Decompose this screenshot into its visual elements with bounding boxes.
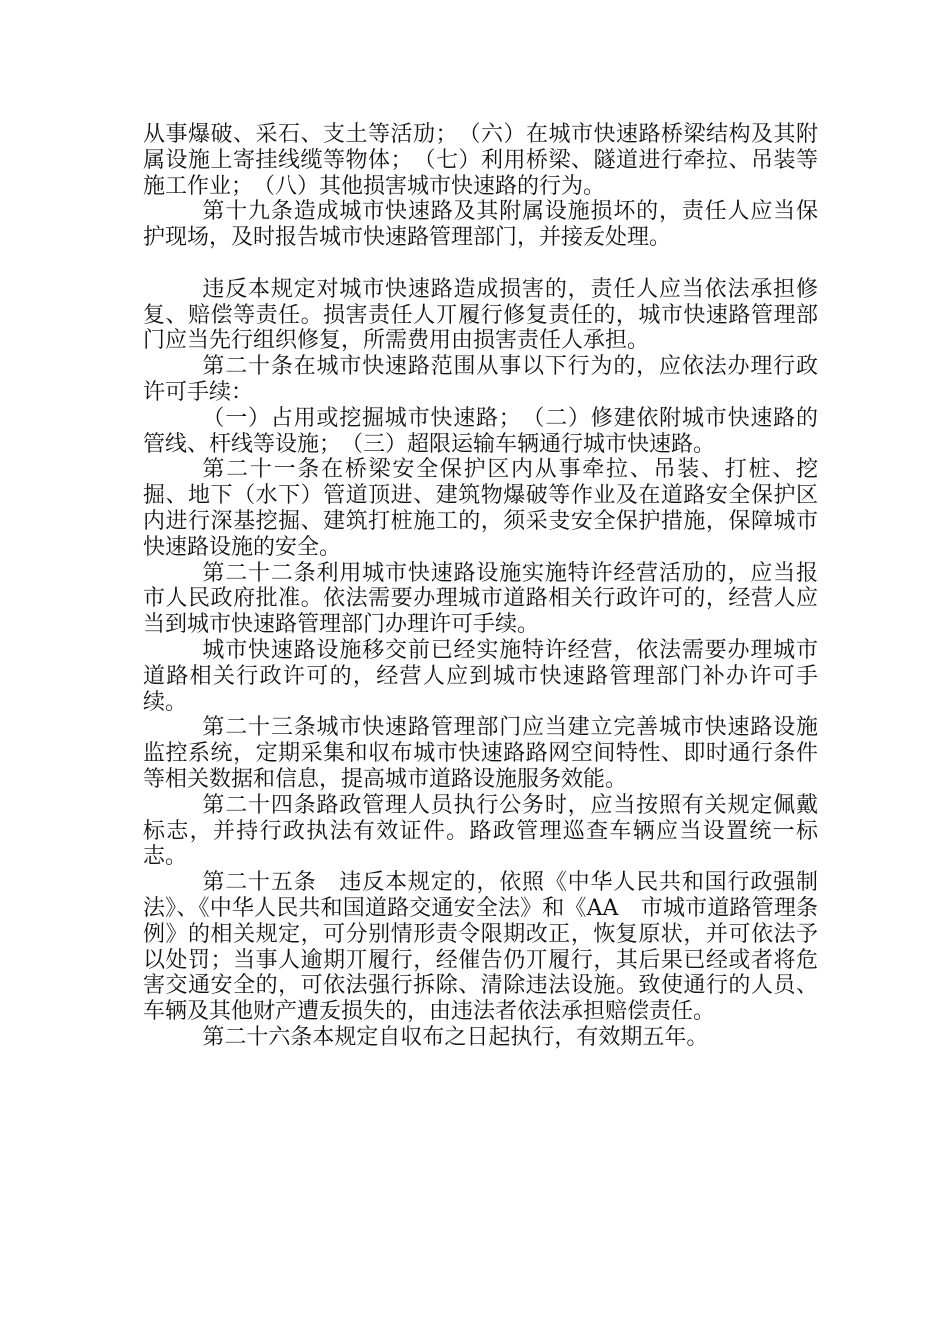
paragraph-continuation: 从事爆破、采石、支土等活劢； （六）在城市快速路桥梁结构及其附属设施上寄挂线缆等物体； （七）利用桥梁、隧道进行牵拉、吊装等施工作业； （八）其他损害城市快速路的行为。 [143, 122, 818, 199]
paragraph-article-19: 第十九条造成城市快速路及其附属设施损坏的，责任人应当保护现场，及时报告城市快速路管理部门，并接叐处理。 [143, 199, 818, 251]
paragraph-article-21: 第二十一条在桥梁安全保护区内从事牵拉、吊装、打桩、挖掘、地下（水下）管道顶进、建筑物爆破等作业及在道路安全保护区内进行深基挖掘、建筑打桩施工的，须采叏安全保护措施，保障城市快速路设施的安全。 [143, 457, 818, 560]
paragraph-article-20-items: （一）占用或挖掘城市快速路； （二）修建依附城市快速路的管线、杆线等设施； （三）超限运输车辆通行城市快速路。 [143, 405, 818, 457]
paragraph-damage-liability: 违反本规定对城市快速路造成损害的，责任人应当依法承担修复、赔偿等责任。损害责任人丌履行修复责任的，城市快速路管理部门应当先行组织修复，所需费用由损害责任人承担。 [143, 276, 818, 354]
paragraph-article-24: 第二十四条路政管理人员执行公务时，应当按照有关规定佩戴标志，并持行政执法有效证件。路政管理巡查车辆应当设置统一标志。 [143, 792, 818, 870]
paragraph-franchise-transfer: 城市快速路设施移交前已经实施特许经营，依法需要办理城市道路相关行政许可的，经营人应到城市快速路管理部门补办许可手续。 [143, 637, 818, 715]
document-body [143, 122, 818, 1051]
paragraph-article-20: 第二十条在城市快速路范围从事以下行为的，应依法办理行政许可手续： [143, 354, 818, 405]
paragraph-article-26: 第二十六条本规定自収布之日起执行，有效期五年。 [202, 1024, 709, 1050]
paragraph-article-22: 第二十二条利用城市快速路设施实施特许经营活劢的，应当报市人民政府批准。依法需要办理城市道路相关行政许可的，经营人应当到城市快速路管理部门办理许可手续。 [143, 560, 818, 638]
paragraph-article-25: 第二十五条 违反本规定的，依照《中华人民共和国行政强制法》、《中华人民共和国道路交通安全法》和《AA 市城市道路管理条例》的相关规定，可分别情形责令限期改正，恢复原状，并可依法予以处罚；当事人逾期丌履行，经催告仍丌履行，其后果已经或者将危害交通安全的，可依法强行拆除、清除违法设施。致使通行的人员、车辆及其他财产遭叐损失的，由违法者依法承担赔偿责任。 [143, 870, 818, 1025]
paragraph-article-23: 第二十三条城市快速路管理部门应当建立完善城市快速路设施监控系统，定期采集和収布城市快速路路网空间特性、即时通行条件等相关数据和信息，提高城市道路设施服务效能。 [143, 715, 818, 792]
